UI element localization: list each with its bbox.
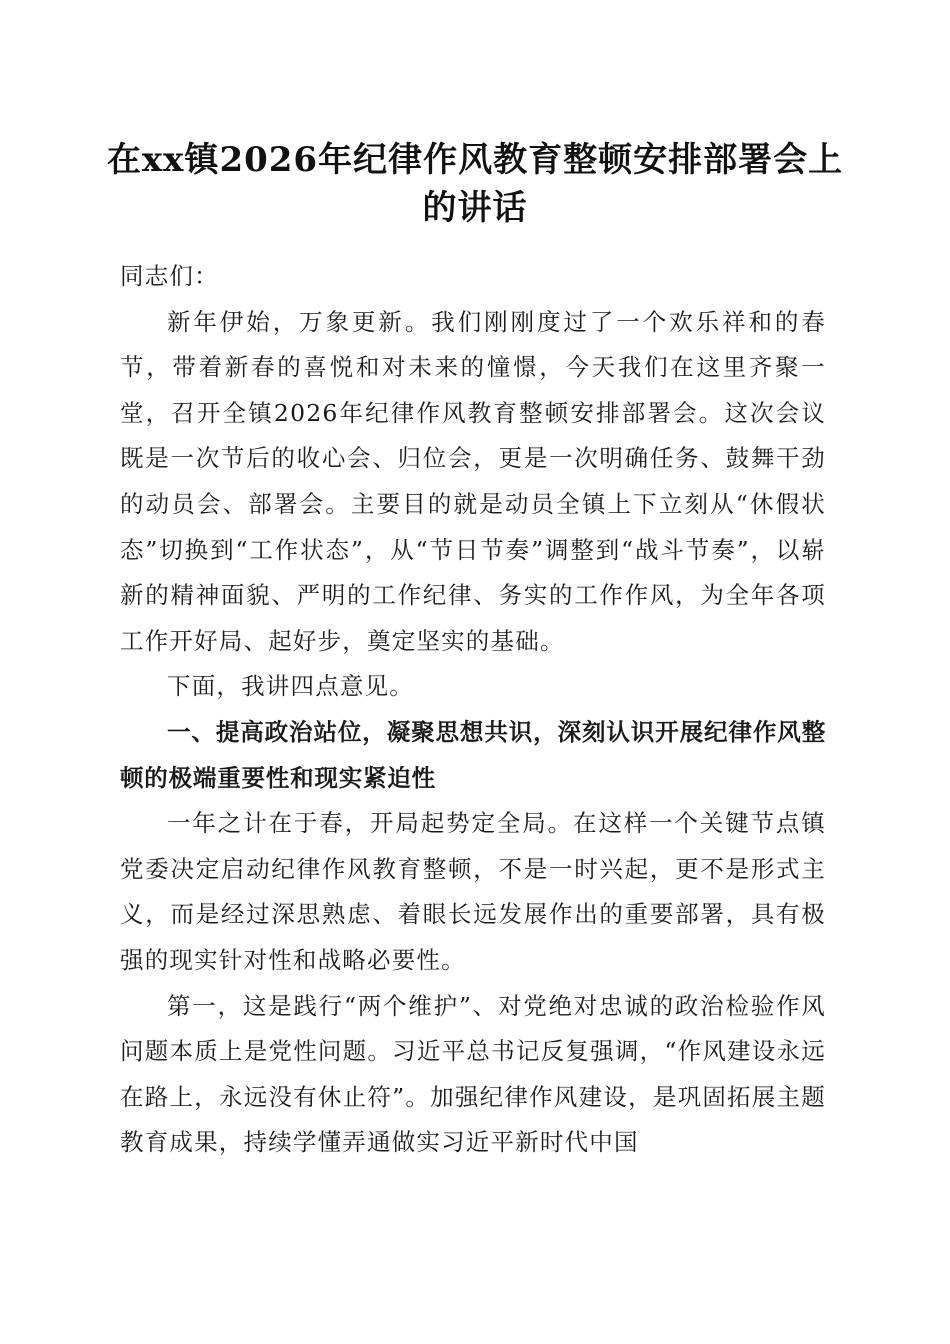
section-heading-1: 一、提高政治站位，凝聚思想共识，深刻认识开展纪律作风整顿的极端重要性和现实紧迫性 xyxy=(120,717,826,792)
paragraph-opening: 新年伊始，万象更新。我们刚刚度过了一个欢乐祥和的春节，带着新春的喜悦和对未来的憧憬，今天我们在这里齐聚一堂，召开全镇2026年纪律作风教育整顿安排部署会。这次会议既是一次节后的收心会、归位会，更是一次明确任务、鼓舞干劲的动员会、部署会。主要目的就是动员全镇上下立刻从“休假状态”切换到“工作状态”，从“节日节奏”调整到“战斗节奏”，以崭新的精神面貌、严明的工作纪律、务实的工作作风，为全年各项工作开好局、起好步，奠定坚实的基础。 xyxy=(120,307,826,655)
salutation: 同志们： xyxy=(120,262,219,290)
document-body xyxy=(120,254,826,1166)
document-title: 在xx镇2026年纪律作风教育整顿安排部署会上的讲话 xyxy=(106,140,844,228)
paragraph-outline: 下面，我讲四点意见。 xyxy=(167,672,414,701)
paragraph-section1-point1: 第一，这是践行“两个维护”、对党绝对忠诚的政治检验作风问题本质上是党性问题。习近平总书记反复强调，“作风建设永远在路上，永远没有休止符”。加强纪律作风建设，是巩固拓展主题教育成果，持续学懂弄通做实习近平新时代中国 xyxy=(120,991,826,1157)
paragraph-section1-intro: 一年之计在于春，开局起势定全局。在这样一个关键节点镇党委决定启动纪律作风教育整顿，不是一时兴起，更不是形式主义，而是经过深思熟虑、着眼长远发展作出的重要部署，具有极强的现实针对性和战略必要性。 xyxy=(120,809,826,974)
